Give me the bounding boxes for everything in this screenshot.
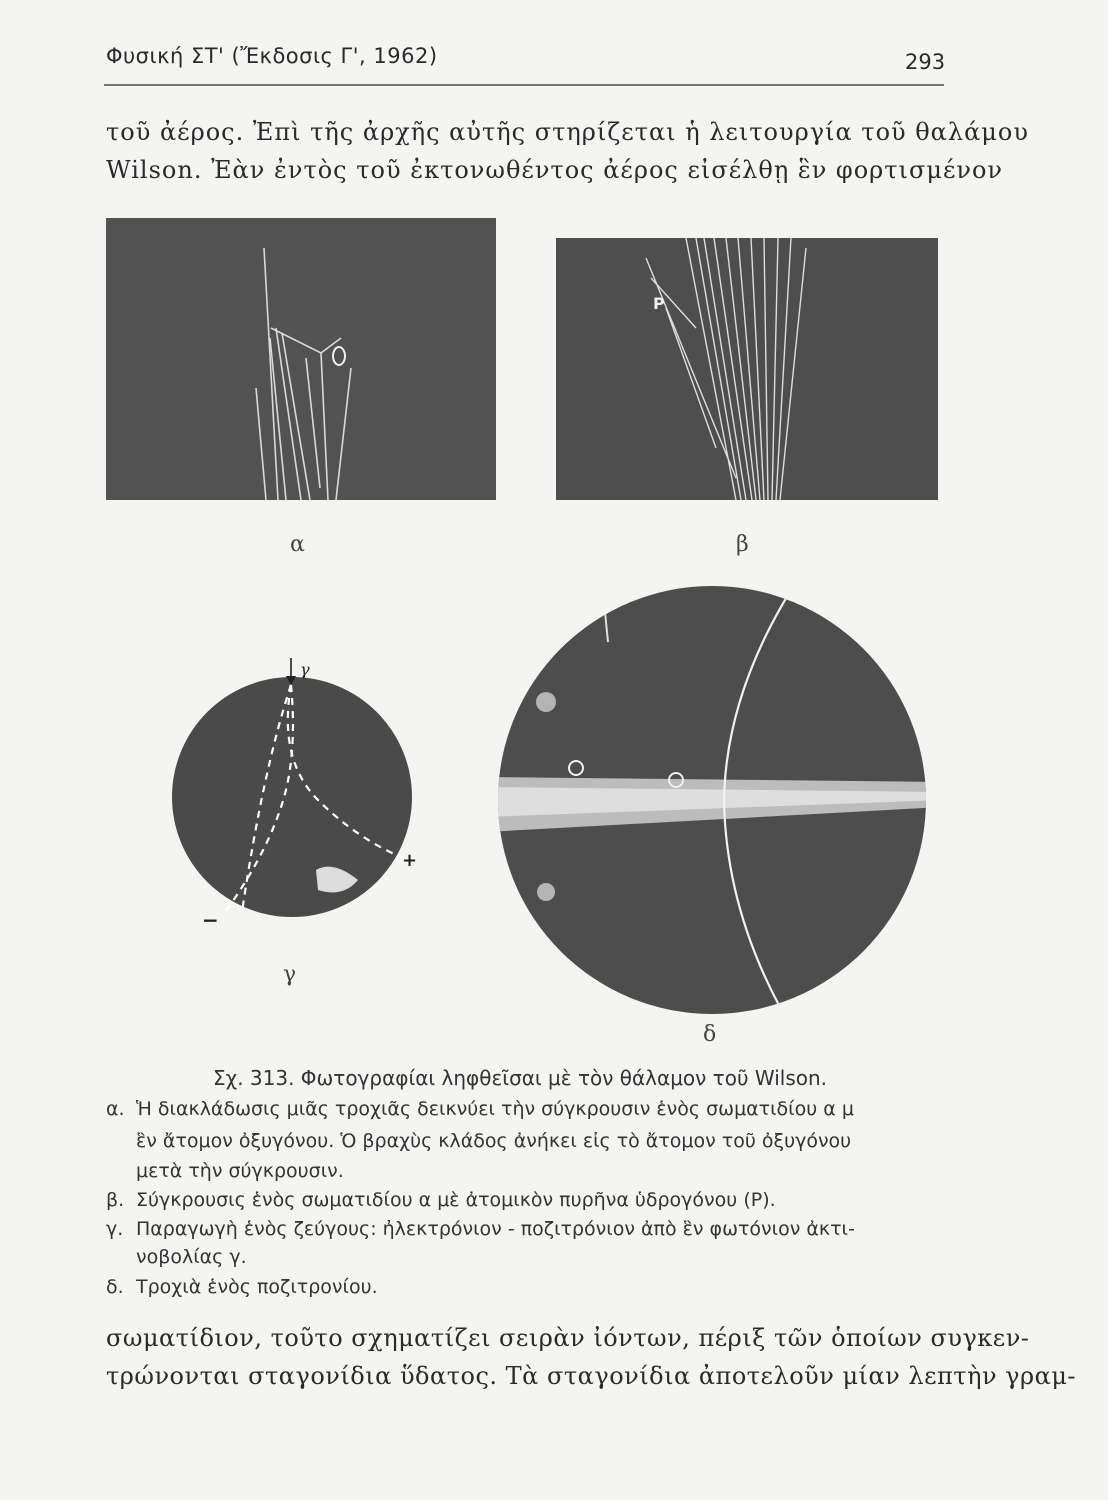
caption-text: Ἡ διακλάδωσις μιᾶς τροχιᾶς δεικνύει τὴν σύγκρουσιν ἑνὸς σωματιδίου α μ (136, 1098, 854, 1120)
caption-text: Τροχιὰ ἑνὸς ποζιτρονίου. (136, 1276, 378, 1298)
label-beta: β (736, 532, 749, 557)
page-number: 293 (905, 50, 946, 74)
photo-alpha (106, 218, 496, 500)
running-title: Φυσική ΣΤ' (Ἔκδοσις Γ', 1962) (106, 44, 438, 68)
header-rule (104, 84, 944, 86)
plus-marker: + (402, 850, 418, 871)
caption-text: νοβολίας γ. (136, 1246, 247, 1268)
minus-marker: − (202, 908, 219, 932)
caption-text: Παραγωγὴ ἑνὸς ζεύγους: ἠλεκτρόνιον - ποζιτρόνιον ἀπὸ ἓν φωτόνιον ἀκτι- (136, 1218, 855, 1240)
caption-marker: β. (106, 1189, 125, 1211)
intro-line-1: τοῦ ἀέρος. Ἐπὶ τῆς ἀρχῆς αὐτῆς στηρίζεται ἡ λειτουργία τοῦ θαλάμου (106, 118, 1029, 146)
closing-line-2: τρώνονται σταγονίδια ὕδατος. Τὰ σταγονίδια ἀποτελοῦν μίαν λεπτὴν γραμ- (106, 1362, 1077, 1390)
photo-delta (486, 582, 942, 1018)
caption-title: Σχ. 313. Φωτογραφίαι ληφθεῖσαι μὲ τὸν θάλαμον τοῦ Wilson. (213, 1066, 828, 1090)
gamma-ray-marker: γ (300, 660, 310, 679)
caption-text: Σύγκρουσις ἑνὸς σωματιδίου α μὲ ἀτομικὸν πυρῆνα ὑδρογόνου (P). (136, 1189, 776, 1211)
caption-text: μετὰ τὴν σύγκρουσιν. (136, 1160, 344, 1182)
caption-marker: α. (106, 1098, 125, 1120)
caption-text: ἓν ἄτομον ὀξυγόνου. Ὁ βραχὺς κλάδος ἀνήκει εἰς τὸ ἄτομον τοῦ ὀξυγόνου (136, 1130, 852, 1152)
intro-line-2: Wilson. Ἐὰν ἐντὸς τοῦ ἐκτονωθέντος ἀέρος εἰσέλθῃ ἓν φορτισμένον (106, 156, 1004, 184)
closing-line-1: σωματίδιον, τοῦτο σχηματίζει σειρὰν ἰόντων, πέριξ τῶν ὁποίων συγκεν- (106, 1324, 1030, 1352)
photo-beta (556, 238, 938, 500)
marker-p: P (653, 294, 665, 313)
caption-marker: δ. (106, 1276, 124, 1298)
label-alpha: α (290, 532, 305, 557)
photo-gamma (168, 650, 428, 930)
label-gamma: γ (283, 962, 297, 987)
label-delta: δ (703, 1022, 717, 1047)
caption-marker: γ. (106, 1218, 124, 1240)
